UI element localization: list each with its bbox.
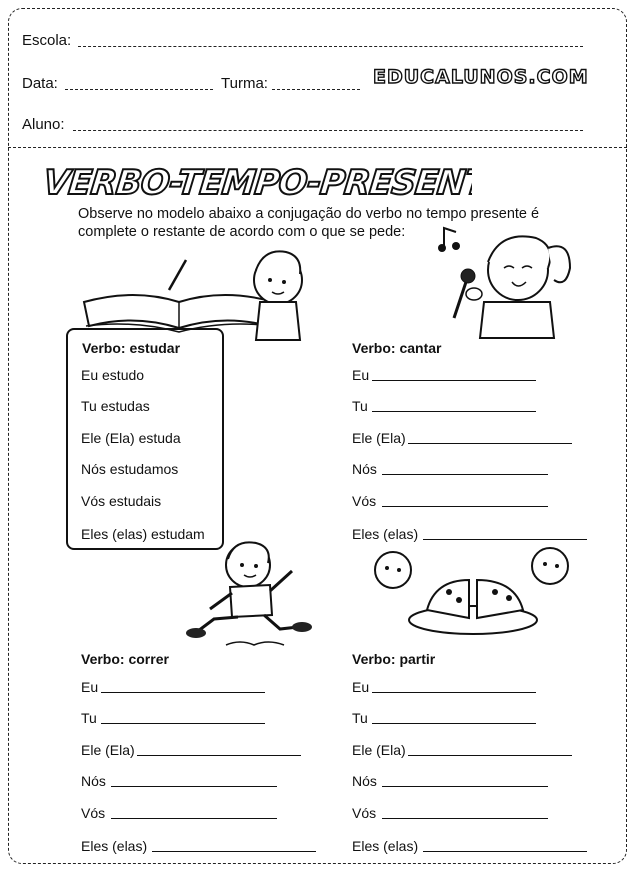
school-label: Escola:	[22, 32, 72, 49]
correr-blank-nos[interactable]	[111, 786, 277, 787]
boy-running-illustration	[180, 535, 320, 650]
correr-heading: Verbo: correr	[81, 651, 169, 667]
cantar-blank-eu[interactable]	[372, 380, 536, 381]
cantar-heading: Verbo: cantar	[352, 340, 442, 356]
correr-label-ele: Ele (Ela)	[81, 742, 135, 758]
partir-blank-vos[interactable]	[382, 818, 548, 819]
partir-blank-nos[interactable]	[382, 786, 548, 787]
correr-blank-vos[interactable]	[111, 818, 277, 819]
class-label: Turma:	[221, 75, 268, 92]
partir-label-eu: Eu	[352, 679, 370, 695]
cantar-label-eles: Eles (elas)	[352, 526, 419, 542]
correr-label-vos: Vós	[81, 805, 106, 821]
cantar-blank-tu[interactable]	[372, 411, 536, 412]
partir-blank-eles[interactable]	[423, 851, 587, 852]
date-field[interactable]	[65, 89, 213, 90]
cantar-label-nos: Nós	[352, 461, 377, 477]
correr-blank-tu[interactable]	[101, 723, 265, 724]
kids-cake-illustration	[365, 540, 580, 640]
partir-label-vos: Vós	[352, 805, 377, 821]
school-field[interactable]	[78, 46, 583, 47]
model-row-eu: Eu estudo	[81, 367, 145, 383]
partir-label-nos: Nós	[352, 773, 377, 789]
correr-blank-ele[interactable]	[137, 755, 301, 756]
student-field[interactable]	[73, 130, 583, 131]
instructions-line-1: Observe no modelo abaixo a conjugação do verbo no tempo presente é	[78, 206, 540, 222]
brand-logo: EDUCALUNOS.COM	[373, 66, 589, 88]
header-divider	[8, 147, 627, 148]
cantar-blank-ele[interactable]	[408, 443, 572, 444]
model-row-vos: Vós estudais	[81, 493, 162, 509]
partir-heading: Verbo: partir	[352, 651, 436, 667]
model-row-tu: Tu estudas	[81, 398, 150, 414]
cantar-label-eu: Eu	[352, 367, 370, 383]
cantar-blank-vos[interactable]	[382, 506, 548, 507]
correr-label-eu: Eu	[81, 679, 99, 695]
correr-label-nos: Nós	[81, 773, 106, 789]
correr-label-tu: Tu	[81, 710, 97, 726]
partir-blank-ele[interactable]	[408, 755, 572, 756]
class-field[interactable]	[272, 89, 360, 90]
correr-blank-eles[interactable]	[152, 851, 316, 852]
cantar-label-tu: Tu	[352, 398, 368, 414]
girl-singing-illustration	[430, 218, 580, 343]
student-label: Aluno:	[22, 116, 65, 133]
worksheet-title: VERBO-TEMPO-PRESENTE	[42, 163, 472, 203]
model-row-eles: Eles (elas) estudam	[81, 526, 205, 542]
title-art	[42, 158, 472, 206]
model-row-nos: Nós estudamos	[81, 461, 179, 477]
partir-label-ele: Ele (Ela)	[352, 742, 406, 758]
correr-blank-eu[interactable]	[101, 692, 265, 693]
model-verb-heading: Verbo: estudar	[82, 340, 181, 356]
date-label: Data:	[22, 75, 58, 92]
title-banner	[42, 158, 472, 211]
partir-blank-tu[interactable]	[372, 723, 536, 724]
partir-blank-eu[interactable]	[372, 692, 536, 693]
correr-label-eles: Eles (elas)	[81, 838, 148, 854]
model-row-ele: Ele (Ela) estuda	[81, 430, 181, 446]
partir-label-eles: Eles (elas)	[352, 838, 419, 854]
instructions-line-2: complete o restante de acordo com o que se pede:	[78, 224, 406, 240]
partir-label-tu: Tu	[352, 710, 368, 726]
cantar-blank-nos[interactable]	[382, 474, 548, 475]
cantar-label-ele: Ele (Ela)	[352, 430, 406, 446]
cantar-label-vos: Vós	[352, 493, 377, 509]
